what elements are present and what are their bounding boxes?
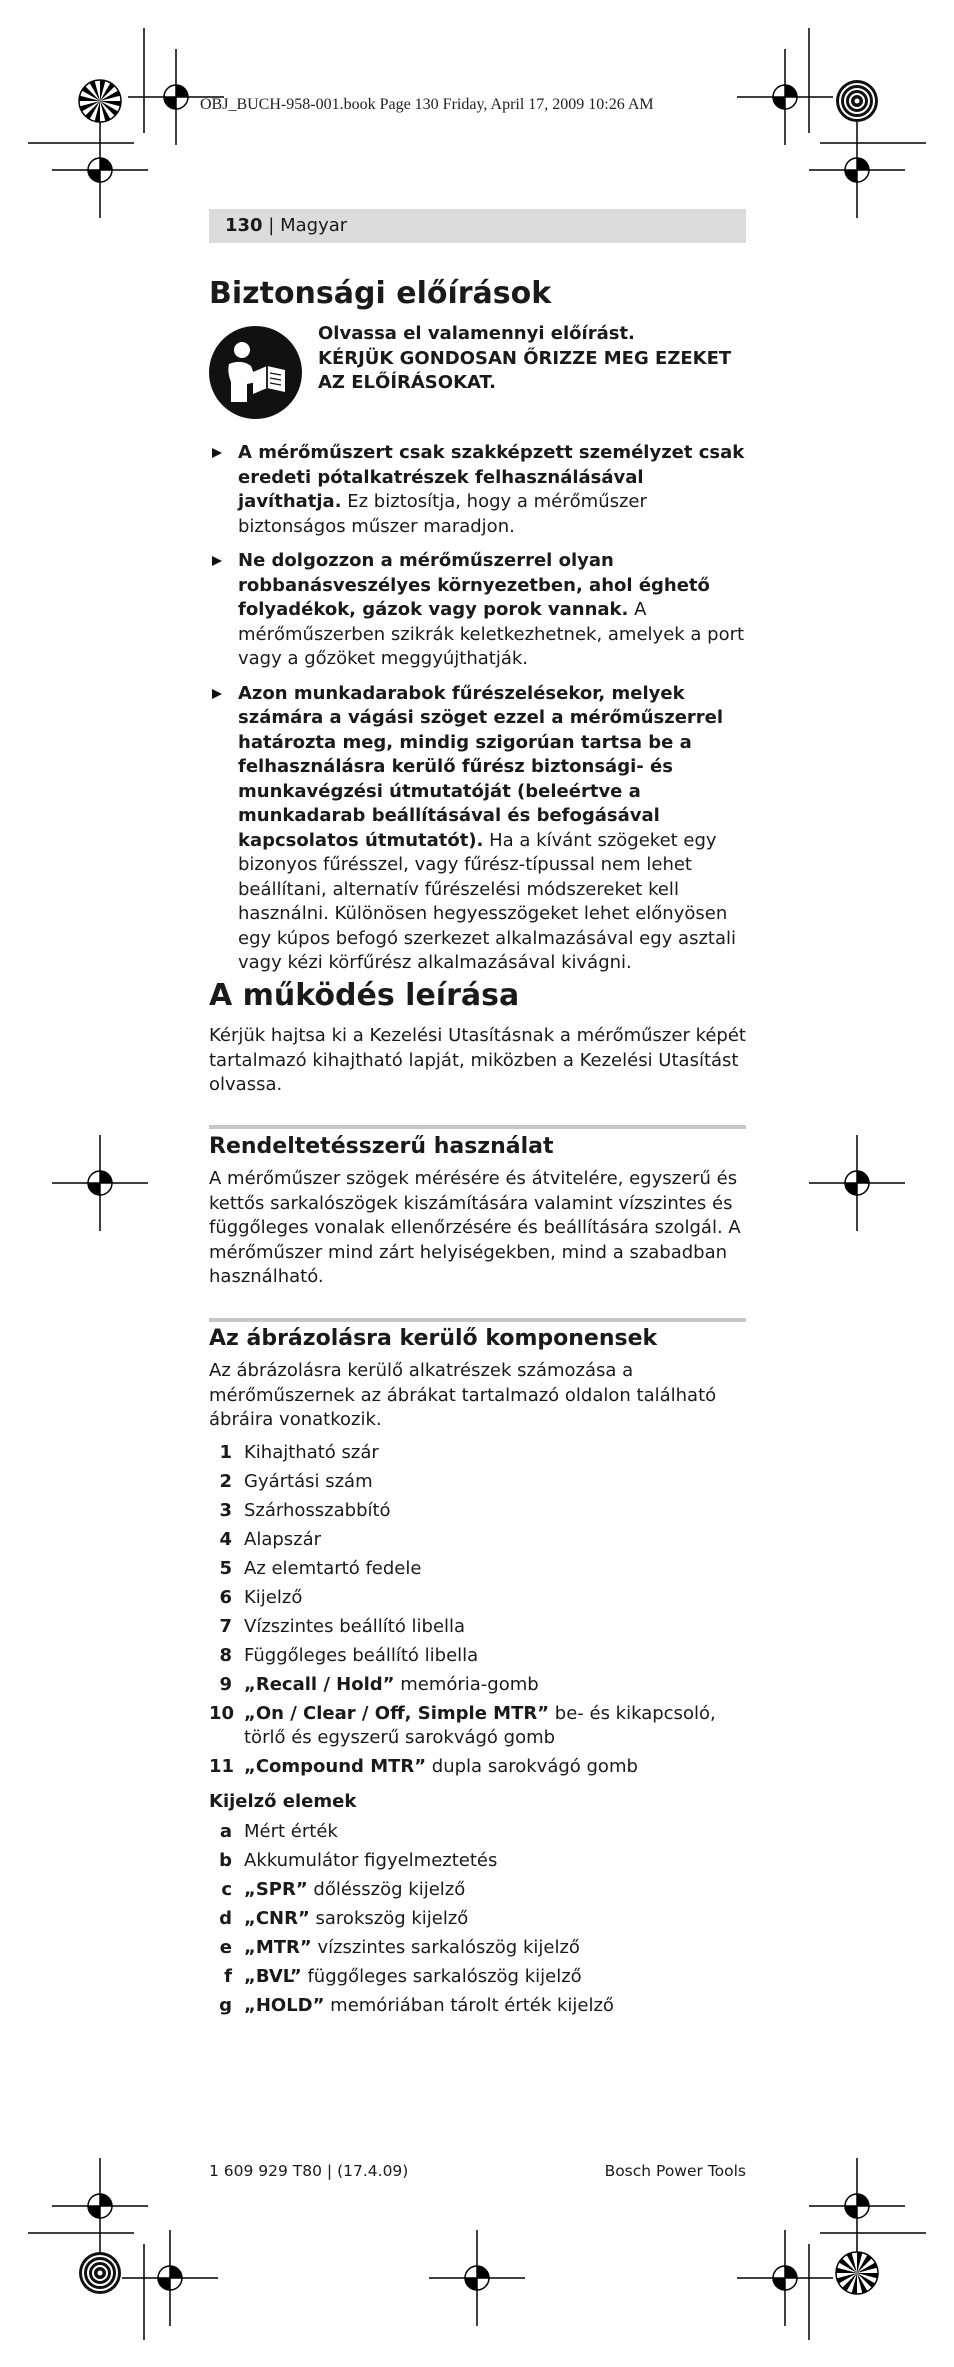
page-header xyxy=(209,209,746,243)
bullet-triangle-icon xyxy=(212,689,222,699)
list-item: 7 Vízszintes beállító libella xyxy=(219,1615,466,1637)
list-item: 4 Alapszár xyxy=(219,1528,322,1550)
radial-target-icon xyxy=(79,2252,121,2294)
print-slug: OBJ_BUCH-958-001.book Page 130 Friday, April 17, 2009 10:26 AM xyxy=(200,96,654,113)
list-item: 10 „On / Clear / Off, Simple MTR” be- és kikapcsoló, törlő és egyszerű sarokvágó gomb xyxy=(209,1702,716,1748)
list-item: 8 Függőleges beállító libella xyxy=(219,1644,479,1666)
components-list xyxy=(209,1441,746,1780)
footer-brand: Bosch Power Tools xyxy=(604,2162,746,2180)
description-section xyxy=(209,978,746,1098)
crosshair-icon xyxy=(52,2158,148,2254)
list-item: 3 Szárhosszabbító xyxy=(219,1499,391,1521)
list-item: 9 „Recall / Hold” memória-gomb xyxy=(219,1673,539,1695)
header-separator: | xyxy=(262,215,281,236)
display-elements-list xyxy=(209,1820,746,2019)
list-item: 11 „Compound MTR” dupla sarokvágó gomb xyxy=(209,1756,638,1777)
header-language: Magyar xyxy=(280,215,348,236)
list-item: Ne dolgozzon a mérőműszerrel olyan robbanásveszélyes környezetben, ahol éghető folyadékok, gázok vagy porok vannak. A mérőműszerben szikrák keletkezhetnek, amelyek a port vagy a gőzöket meggyújthatják. xyxy=(209,549,746,672)
list-item: a Mért érték xyxy=(219,1820,338,1842)
warning-read-all: Olvassa el valamennyi előírást. xyxy=(318,323,635,344)
bullet-triangle-icon xyxy=(212,556,222,566)
list-item: g „HOLD” memóriában tárolt érték kijelző xyxy=(219,1994,614,2016)
safety-bullets xyxy=(209,441,746,976)
list-item: 1 Kihajtható szár xyxy=(219,1441,379,1463)
page-footer xyxy=(209,2162,746,2180)
crosshair-icon xyxy=(429,2230,525,2326)
list-item: b Akkumulátor figyelmeztetés xyxy=(219,1849,498,1871)
footer-doc-number: 1 609 929 T80 | (17.4.09) xyxy=(209,2162,409,2180)
list-item: 6 Kijelző xyxy=(219,1586,303,1608)
intended-use-text: A mérőműszer szögek mérésére és átvitelére, egyszerű és kettős sarkalószögek kiszámítására valamint vízszintes és függőleges vonalak ellenőrzésére és beállítására szolgál. A mérőműszer mind zárt helyiségekben, mind a szabadban használható. xyxy=(209,1168,741,1287)
safety-title: Biztonsági előírások xyxy=(209,276,552,311)
crosshair-icon xyxy=(52,122,148,218)
warning-keep-line1: KÉRJÜK GONDOSAN ŐRIZZE MEG EZEKET xyxy=(318,347,732,369)
crosshair-icon xyxy=(737,49,833,145)
list-item: Azon munkadarabok fűrészelésekor, melyek számára a vágási szöget ezzel a mérőműszerrel határozta meg, mindig szigorúan tartsa be a felhasználásra kerülő fűrész biztonsági- és munkavégzési útmutatóját (beleértve a munkadarab beállításával és befogásával kapcsolatos útmutatót). Ha a kívánt szögeket egy bizonyos fűrésszel, vagy fűrész-típussal nem lehet beállítani, alternatív fűrészelési módszereket kell használni. Különösen hegyesszögeket lehet előnyösen egy kúpos befogó szerkezet alkalmazásával egy asztali vagy kézi körfűrész alkalmazásával kivágni. xyxy=(209,682,746,976)
list-item: d „CNR” sarokszög kijelző xyxy=(219,1907,469,1929)
crosshair-icon xyxy=(737,2230,833,2326)
section-divider xyxy=(209,1125,746,1129)
description-title: A működés leírása xyxy=(209,978,520,1013)
description-intro: Kérjük hajtsa ki a Kezelési Utasításnak a mérőműszer képét tartalmazó kihajtható lapját, miközben a Kezelési Utasítást olvassa. xyxy=(209,1025,746,1095)
bullet-triangle-icon xyxy=(212,448,222,458)
starburst-target-icon xyxy=(79,80,121,122)
crosshair-icon xyxy=(809,1135,905,1231)
intended-use-section xyxy=(209,1133,746,1290)
radial-target-icon xyxy=(836,80,878,122)
list-item: c „SPR” dőlésszög kijelző xyxy=(221,1878,466,1900)
list-item: 2 Gyártási szám xyxy=(219,1470,373,1492)
intended-use-title: Rendeltetésszerű használat xyxy=(209,1134,554,1159)
components-intro: Az ábrázolásra kerülő alkatrészek számozása a mérőműszernek az ábrákat tartalmazó oldalon található ábráira vonatkozik. xyxy=(209,1360,717,1430)
components-title: Az ábrázolásra kerülő komponensek xyxy=(209,1326,658,1351)
display-elements-title: Kijelző elemek xyxy=(209,1790,357,1812)
crosshair-icon xyxy=(52,1135,148,1231)
components-section xyxy=(209,1325,746,2023)
starburst-target-icon xyxy=(836,2252,878,2294)
list-item: e „MTR” vízszintes sarkalószög kijelző xyxy=(219,1936,580,1958)
section-divider xyxy=(209,1318,746,1322)
page-number: 130 xyxy=(225,215,263,236)
safety-section xyxy=(209,276,746,986)
crosshair-icon xyxy=(809,122,905,218)
list-item: A mérőműszert csak szakképzett személyzet csak eredeti pótalkatrészek felhasználásával javíthatja. Ez biztosítja, hogy a mérőműszer biztonságos műszer maradjon. xyxy=(209,441,746,539)
read-manual-icon xyxy=(209,326,302,419)
crosshair-icon xyxy=(809,2158,905,2254)
list-item: f „BVL” függőleges sarkalószög kijelző xyxy=(224,1965,582,1987)
crosshair-icon xyxy=(122,2230,218,2326)
list-item: 5 Az elemtartó fedele xyxy=(219,1557,422,1579)
warning-keep-line2: AZ ELŐÍRÁSOKAT. xyxy=(318,372,496,393)
